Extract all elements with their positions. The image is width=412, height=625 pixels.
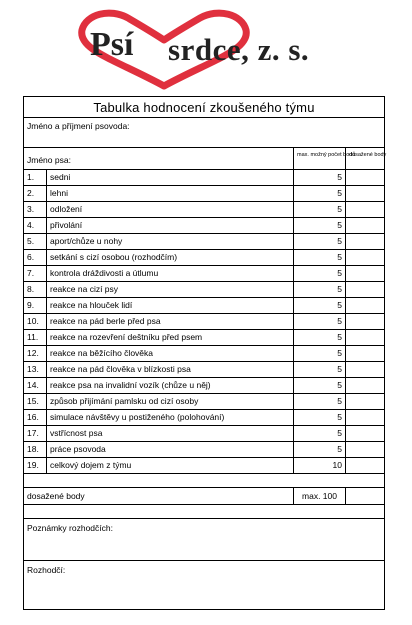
- item-number: 6.: [24, 250, 47, 265]
- item-number: 16.: [24, 410, 47, 425]
- judge-label: Rozhodčí:: [27, 565, 66, 575]
- item-score-field[interactable]: [346, 330, 384, 345]
- item-max-score: 5: [294, 362, 346, 377]
- table-row: [24, 426, 384, 442]
- item-number: 1.: [24, 170, 47, 185]
- notes-label: Poznámky rozhodčích:: [27, 523, 113, 533]
- form-title-row: [24, 97, 384, 118]
- item-number: 3.: [24, 202, 47, 217]
- item-number: 8.: [24, 282, 47, 297]
- item-number: 2.: [24, 186, 47, 201]
- item-score-field[interactable]: [346, 170, 384, 185]
- item-score-field[interactable]: [346, 186, 384, 201]
- item-max-score: 5: [294, 202, 346, 217]
- item-max-score: 10: [294, 458, 346, 473]
- col-max-header: max. možný počet bodů: [294, 148, 346, 169]
- table-row: [24, 410, 384, 426]
- table-row: [24, 186, 384, 202]
- item-text: lehni: [47, 186, 294, 201]
- item-max-score: 5: [294, 426, 346, 441]
- item-score-field[interactable]: [346, 234, 384, 249]
- item-number: 19.: [24, 458, 47, 473]
- item-number: 17.: [24, 426, 47, 441]
- item-number: 7.: [24, 266, 47, 281]
- total-max: max. 100: [294, 488, 346, 504]
- item-score-field[interactable]: [346, 298, 384, 313]
- item-score-field[interactable]: [346, 218, 384, 233]
- item-score-field[interactable]: [346, 250, 384, 265]
- table-row: [24, 266, 384, 282]
- total-score-field[interactable]: [346, 488, 384, 504]
- item-number: 4.: [24, 218, 47, 233]
- item-max-score: 5: [294, 442, 346, 457]
- table-row: [24, 234, 384, 250]
- item-score-field[interactable]: [346, 362, 384, 377]
- item-max-score: 5: [294, 282, 346, 297]
- item-number: 11.: [24, 330, 47, 345]
- col-got-header: dosažené body: [349, 152, 387, 158]
- item-score-field[interactable]: [346, 442, 384, 457]
- table-row: [24, 394, 384, 410]
- item-score-field[interactable]: [346, 314, 384, 329]
- item-number: 18.: [24, 442, 47, 457]
- item-text: práce psovoda: [47, 442, 294, 457]
- item-number: 10.: [24, 314, 47, 329]
- table-row: [24, 330, 384, 346]
- item-max-score: 5: [294, 218, 346, 233]
- item-text: reakce na pád člověka v blízkosti psa: [47, 362, 294, 377]
- table-row: [24, 346, 384, 362]
- judge-field[interactable]: [24, 561, 384, 610]
- item-max-score: 5: [294, 394, 346, 409]
- handler-name-label: Jméno a příjmení psovoda:: [27, 121, 130, 131]
- item-number: 15.: [24, 394, 47, 409]
- item-text: kontrola dráždivosti a útlumu: [47, 266, 294, 281]
- item-max-score: 5: [294, 266, 346, 281]
- form-title: Tabulka hodnocení zkoušeného týmu: [93, 99, 315, 115]
- item-number: 5.: [24, 234, 47, 249]
- item-max-score: 5: [294, 298, 346, 313]
- item-number: 12.: [24, 346, 47, 361]
- evaluation-form: [23, 96, 385, 610]
- item-max-score: 5: [294, 250, 346, 265]
- item-text: sedni: [47, 170, 294, 185]
- table-row: [24, 218, 384, 234]
- item-text: reakce na hlouček lidí: [47, 298, 294, 313]
- logo-name-part1: Psí: [90, 26, 134, 63]
- table-row: [24, 282, 384, 298]
- table-row: [24, 378, 384, 394]
- item-max-score: 5: [294, 410, 346, 425]
- dog-name-row: [24, 148, 387, 170]
- item-max-score: 5: [294, 378, 346, 393]
- item-text: odložení: [47, 202, 294, 217]
- item-text: reakce na běžícího člověka: [47, 346, 294, 361]
- item-text: reakce psa na invalidní vozík (chůze u něj): [47, 378, 294, 393]
- item-score-field[interactable]: [346, 410, 384, 425]
- item-text: reakce na cizí psy: [47, 282, 294, 297]
- item-score-field[interactable]: [346, 282, 384, 297]
- item-score-field[interactable]: [346, 266, 384, 281]
- table-row: [24, 298, 384, 314]
- item-score-field[interactable]: [346, 394, 384, 409]
- logo-name-part2: srdce, z. s.: [168, 32, 310, 67]
- item-score-field[interactable]: [346, 346, 384, 361]
- items-list: [24, 170, 384, 474]
- item-score-field[interactable]: [346, 202, 384, 217]
- notes-field[interactable]: [24, 519, 384, 561]
- item-number: 13.: [24, 362, 47, 377]
- table-row: [24, 458, 384, 474]
- item-max-score: 5: [294, 234, 346, 249]
- item-score-field[interactable]: [346, 458, 384, 473]
- item-text: přivolání: [47, 218, 294, 233]
- item-max-score: 5: [294, 330, 346, 345]
- table-row: [24, 362, 384, 378]
- table-row: [24, 442, 384, 458]
- total-label: dosažené body: [24, 488, 294, 504]
- item-number: 9.: [24, 298, 47, 313]
- table-row: [24, 202, 384, 218]
- handler-name-field[interactable]: [24, 118, 384, 148]
- item-max-score: 5: [294, 170, 346, 185]
- item-number: 14.: [24, 378, 47, 393]
- item-text: reakce na rozevření deštníku před psem: [47, 330, 294, 345]
- item-text: celkový dojem z týmu: [47, 458, 294, 473]
- item-text: způsob přijímání pamlsku od cizí osoby: [47, 394, 294, 409]
- item-text: aport/chůze u nohy: [47, 234, 294, 249]
- item-max-score: 5: [294, 186, 346, 201]
- table-row: [24, 170, 384, 186]
- total-row: [24, 488, 384, 505]
- table-row: [24, 250, 384, 266]
- item-max-score: 5: [294, 314, 346, 329]
- table-row: [24, 314, 384, 330]
- spacer-row: [24, 474, 384, 488]
- item-score-field[interactable]: [346, 426, 384, 441]
- item-score-field[interactable]: [346, 378, 384, 393]
- item-text: setkání s cizí osobou (rozhodčím): [47, 250, 294, 265]
- spacer-row: [24, 505, 384, 519]
- item-text: reakce na pád berle před psa: [47, 314, 294, 329]
- item-text: simulace návštěvy u postiženého (polohování): [47, 410, 294, 425]
- dog-name-label: Jméno psa:: [27, 154, 71, 165]
- item-text: vstřícnost psa: [47, 426, 294, 441]
- logo: [76, 10, 346, 88]
- item-max-score: 5: [294, 346, 346, 361]
- dog-name-field[interactable]: [24, 148, 294, 169]
